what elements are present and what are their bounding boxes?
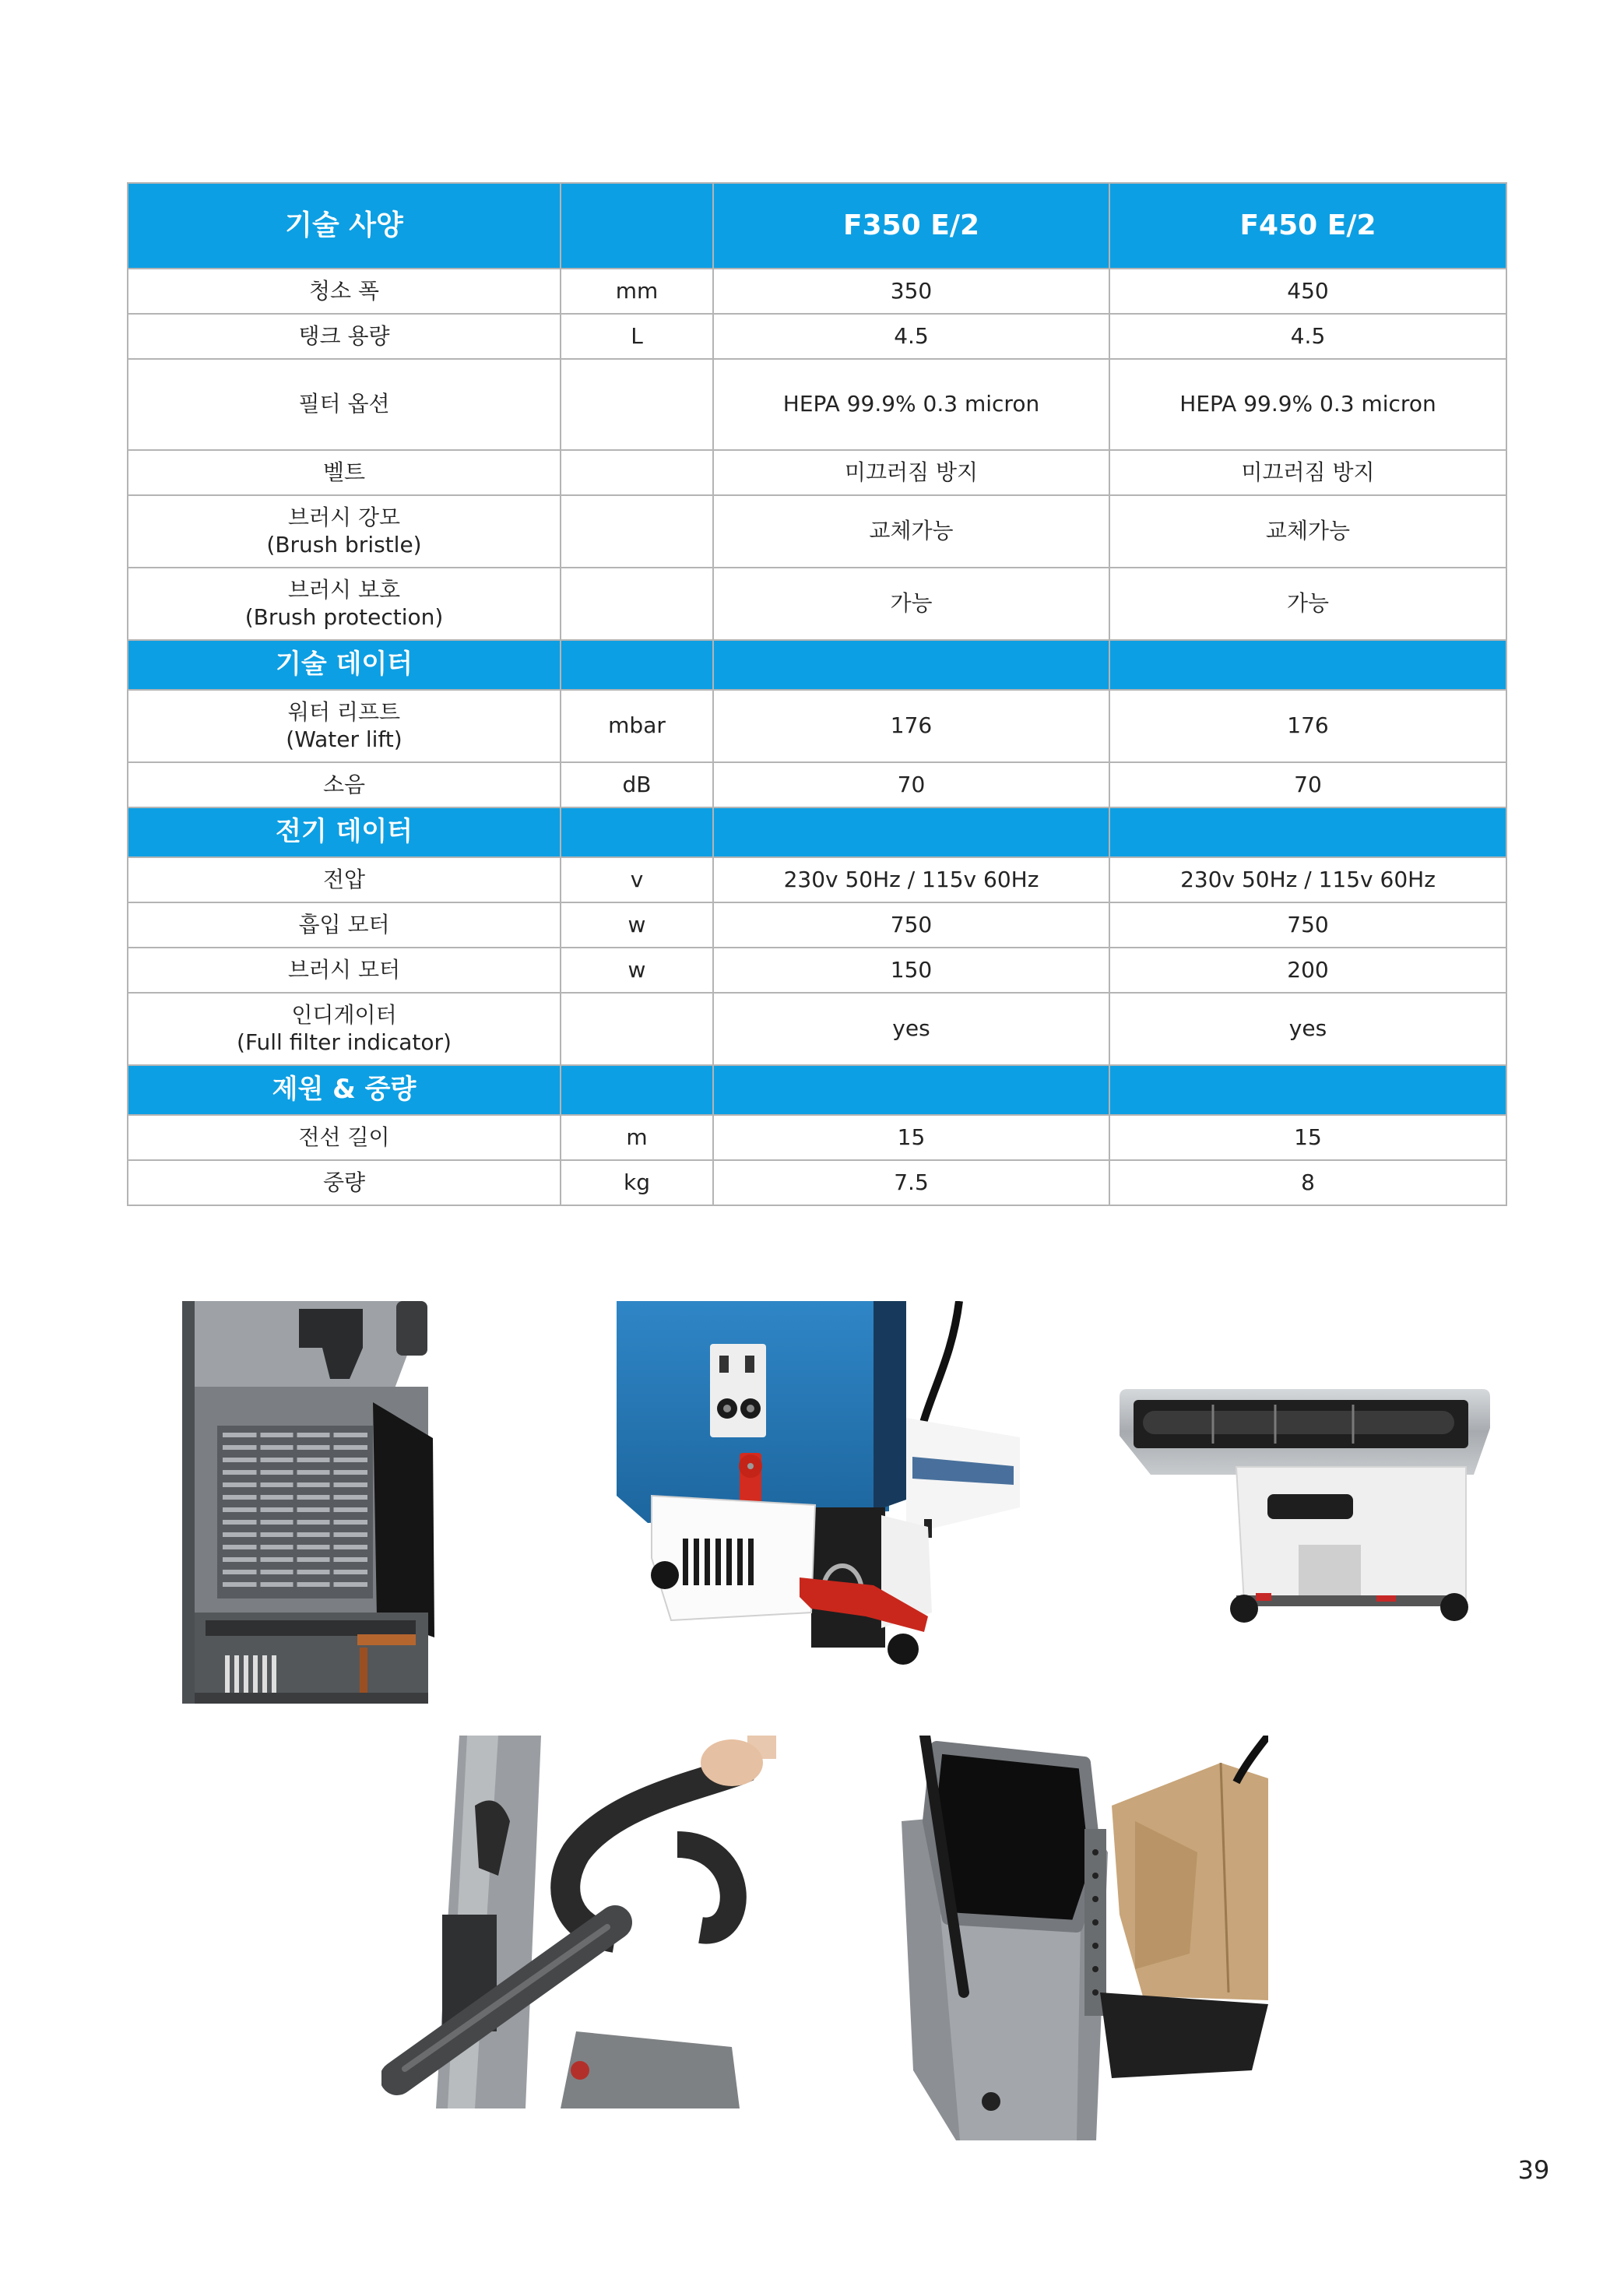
product-photo-hose-nozzle xyxy=(381,1736,776,2108)
spec-value-f450: 4.5 xyxy=(1109,314,1506,359)
spec-header-model-f350: F350 E/2 xyxy=(713,183,1109,269)
spec-unit xyxy=(561,495,713,568)
spec-unit xyxy=(561,359,713,450)
spec-label-en: (Brush bristle) xyxy=(266,531,422,557)
section-blank-cell xyxy=(1109,1065,1506,1115)
section-title: 전기 데이터 xyxy=(128,807,561,857)
spec-label: 브러시 모터 xyxy=(128,948,561,993)
spec-row-filter-option xyxy=(128,359,1506,450)
spec-label-ko: 워터 리프트 xyxy=(287,699,401,726)
spec-value-f350: 230v 50Hz / 115v 60Hz xyxy=(713,857,1109,902)
section-blank-cell xyxy=(1109,807,1506,857)
spec-value-f350: 4.5 xyxy=(713,314,1109,359)
spec-value-f450: HEPA 99.9% 0.3 micron xyxy=(1109,359,1506,450)
spec-table xyxy=(127,182,1507,1206)
spec-row-brush-motor xyxy=(128,948,1506,993)
spec-unit: kg xyxy=(561,1160,713,1205)
spec-value-f450: 176 xyxy=(1109,690,1506,762)
spec-unit: dB xyxy=(561,762,713,807)
section-title: 기술 데이터 xyxy=(128,640,561,690)
spec-label xyxy=(128,495,561,568)
page-number: 39 xyxy=(1517,2155,1550,2185)
spec-row-brush-protection xyxy=(128,568,1506,640)
product-photo-tank-base xyxy=(617,1301,1020,1667)
spec-row-tank-capacity xyxy=(128,314,1506,359)
spec-value-f450: 70 xyxy=(1109,762,1506,807)
spec-unit: L xyxy=(561,314,713,359)
section-dimensions-weight xyxy=(128,1065,1506,1115)
spec-value-f350: yes xyxy=(713,993,1109,1065)
section-blank-cell xyxy=(561,1065,713,1115)
spec-value-f350: 미끄러짐 방지 xyxy=(713,450,1109,495)
spec-row-water-lift xyxy=(128,690,1506,762)
spec-row-cable-length xyxy=(128,1115,1506,1160)
section-blank-cell xyxy=(561,807,713,857)
spec-value-f350: 교체가능 xyxy=(713,495,1109,568)
spec-value-f350: 150 xyxy=(713,948,1109,993)
spec-unit: w xyxy=(561,902,713,948)
spec-unit xyxy=(561,450,713,495)
spec-header-title: 기술 사양 xyxy=(128,183,561,269)
spec-header-model-f450: F450 E/2 xyxy=(1109,183,1506,269)
spec-label: 소음 xyxy=(128,762,561,807)
product-photo-filter-grille xyxy=(182,1301,452,1704)
spec-value-f450: 450 xyxy=(1109,269,1506,314)
spec-row-voltage xyxy=(128,857,1506,902)
spec-value-f350: 7.5 xyxy=(713,1160,1109,1205)
spec-unit: w xyxy=(561,948,713,993)
section-blank-cell xyxy=(1109,640,1506,690)
spec-header-row xyxy=(128,183,1506,269)
spec-value-f450: 230v 50Hz / 115v 60Hz xyxy=(1109,857,1506,902)
section-technical-data xyxy=(128,640,1506,690)
spec-value-f450: 750 xyxy=(1109,902,1506,948)
section-title: 제원 & 중량 xyxy=(128,1065,561,1115)
spec-label: 전선 길이 xyxy=(128,1115,561,1160)
spec-value-f350: 15 xyxy=(713,1115,1109,1160)
product-photo-brush-head xyxy=(1120,1389,1490,1627)
spec-row-belt xyxy=(128,450,1506,495)
spec-label-ko: 브러시 강모 xyxy=(287,505,401,531)
section-blank-cell xyxy=(713,640,1109,690)
spec-row-filter-indicator xyxy=(128,993,1506,1065)
spec-value-f350: HEPA 99.9% 0.3 micron xyxy=(713,359,1109,450)
spec-label-ko: 브러시 보호 xyxy=(287,577,401,603)
spec-value-f450: 미끄러짐 방지 xyxy=(1109,450,1506,495)
spec-value-f450: 가능 xyxy=(1109,568,1506,640)
spec-row-noise xyxy=(128,762,1506,807)
spec-row-suction-motor xyxy=(128,902,1506,948)
spec-unit: v xyxy=(561,857,713,902)
spec-unit: mbar xyxy=(561,690,713,762)
spec-value-f350: 350 xyxy=(713,269,1109,314)
spec-value-f350: 176 xyxy=(713,690,1109,762)
spec-row-weight xyxy=(128,1160,1506,1205)
spec-value-f450: 8 xyxy=(1109,1160,1506,1205)
spec-label xyxy=(128,993,561,1065)
spec-value-f450: 200 xyxy=(1109,948,1506,993)
spec-label xyxy=(128,690,561,762)
spec-value-f450: 교체가능 xyxy=(1109,495,1506,568)
spec-label: 흡입 모터 xyxy=(128,902,561,948)
spec-value-f350: 750 xyxy=(713,902,1109,948)
spec-value-f350: 가능 xyxy=(713,568,1109,640)
spec-label: 벨트 xyxy=(128,450,561,495)
spec-label-en: (Water lift) xyxy=(286,726,402,752)
spec-unit xyxy=(561,993,713,1065)
section-blank-cell xyxy=(561,640,713,690)
spec-row-cleaning-width xyxy=(128,269,1506,314)
spec-label: 전압 xyxy=(128,857,561,902)
spec-label: 필터 옵션 xyxy=(128,359,561,450)
spec-label: 청소 폭 xyxy=(128,269,561,314)
spec-value-f350: 70 xyxy=(713,762,1109,807)
spec-unit: mm xyxy=(561,269,713,314)
spec-unit xyxy=(561,568,713,640)
spec-label-en: (Brush protection) xyxy=(244,603,444,630)
spec-label-ko: 인디게이터 xyxy=(291,1002,397,1029)
section-electrical-data xyxy=(128,807,1506,857)
spec-header-unit xyxy=(561,183,713,269)
spec-row-brush-bristle xyxy=(128,495,1506,568)
spec-label: 탱크 용량 xyxy=(128,314,561,359)
section-blank-cell xyxy=(713,807,1109,857)
spec-label-en: (Full filter indicator) xyxy=(237,1029,452,1055)
spec-label xyxy=(128,568,561,640)
section-blank-cell xyxy=(713,1065,1109,1115)
spec-unit: m xyxy=(561,1115,713,1160)
spec-value-f450: yes xyxy=(1109,993,1506,1065)
product-photo-paper-bag xyxy=(902,1736,1268,2140)
spec-value-f450: 15 xyxy=(1109,1115,1506,1160)
spec-label: 중량 xyxy=(128,1160,561,1205)
